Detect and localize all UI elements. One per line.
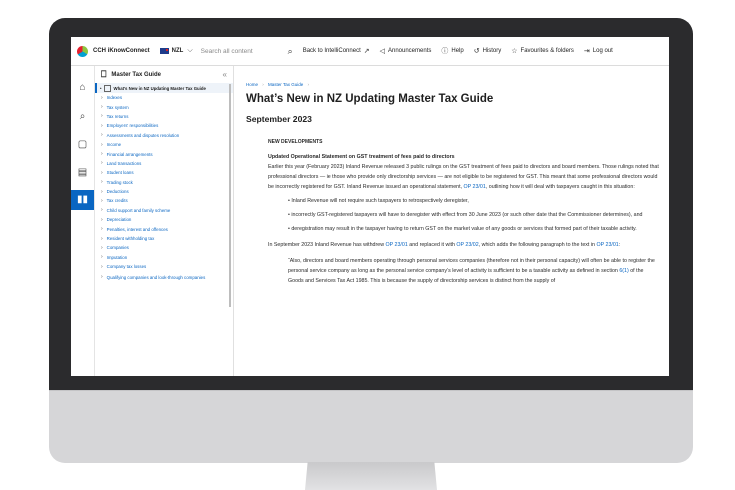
- chevron-right-icon[interactable]: ›: [101, 188, 103, 195]
- main-content: [234, 66, 669, 376]
- toc-item-label: Student loans: [106, 170, 134, 176]
- toc-item[interactable]: [95, 206, 233, 215]
- chevron-right-icon[interactable]: ›: [101, 235, 103, 242]
- text: Earlier this year (February 2023) Inland Revenue released 3 public rulings on the GST treatment of fees paid to directors and board members. Those rulings noted that professional directors — ie those who provide only directorship services — are not eligible to be registered for GST. This meant that some professional directors would be incorrectly registered for GST. Inland Revenue issued an operational statement,: [268, 164, 659, 190]
- favourites-link[interactable]: [511, 47, 574, 55]
- monitor-chin: [49, 390, 693, 463]
- brand-name[interactable]: CCH iKnowConnect: [93, 48, 150, 54]
- toc-item-label: Trading stock: [106, 179, 133, 185]
- chevron-right-icon[interactable]: ›: [101, 216, 103, 223]
- toc-item-label: Land transactions: [106, 160, 142, 166]
- top-bar: [71, 37, 669, 66]
- toc-item-label: Indexes: [106, 95, 123, 101]
- breadcrumb-home[interactable]: Home: [246, 82, 259, 87]
- chevron-right-icon[interactable]: ›: [101, 244, 103, 251]
- toc-item-label: Financial arrangements: [106, 151, 153, 157]
- toc-item-label: Companies: [106, 245, 129, 251]
- star-icon: ☆: [511, 48, 518, 55]
- chevron-right-icon[interactable]: ›: [101, 160, 103, 167]
- link-label: Help: [451, 48, 464, 54]
- article-body: [268, 137, 660, 286]
- megaphone-icon: ◁: [379, 48, 385, 55]
- toc-item-label: Assessments and disputes resolution: [106, 132, 180, 138]
- chevron-down-icon[interactable]: ⌵: [187, 47, 193, 54]
- text: :: [618, 242, 621, 248]
- toc-current-label: What's New in NZ Updating Master Tax Guide: [113, 85, 206, 91]
- chevron-right-icon[interactable]: ›: [101, 113, 103, 120]
- section-heading: NEW DEVELOPMENTS: [268, 139, 323, 145]
- chevron-right-icon[interactable]: ›: [101, 263, 103, 270]
- app-screen: [71, 37, 669, 376]
- toc-item[interactable]: [95, 215, 233, 224]
- chevron-right-icon[interactable]: ›: [101, 94, 103, 101]
- breadcrumb-separator: ›: [307, 82, 309, 87]
- toc-list: [95, 93, 233, 283]
- op-23-01-link[interactable]: OP 23/01: [596, 242, 619, 248]
- paragraph-1: [268, 162, 660, 192]
- toc-item[interactable]: [95, 224, 233, 233]
- home-icon[interactable]: ⌂: [79, 82, 86, 93]
- toc-item[interactable]: [95, 102, 233, 111]
- text: of the Goods and Services Tax Act 1985. This is because the supply of directorship services is distinct from the supply of: [288, 268, 644, 284]
- monitor-stand: [305, 462, 437, 490]
- bullet: •: [100, 85, 102, 91]
- chevron-right-icon[interactable]: ›: [101, 273, 103, 280]
- bullet-1: • Inland Revenue will not require such taxpayers to retrospectively deregister,: [288, 198, 469, 204]
- toc-item[interactable]: [95, 262, 233, 271]
- chevron-right-icon[interactable]: ›: [101, 141, 103, 148]
- toc-item[interactable]: [95, 93, 233, 102]
- left-rail: [71, 66, 95, 376]
- toc-item[interactable]: [95, 243, 233, 252]
- toc-item[interactable]: [95, 253, 233, 262]
- toc-item-label: Company tax losses: [106, 264, 147, 270]
- announcements-link[interactable]: [380, 47, 432, 55]
- breadcrumb-guide[interactable]: Master Tax Guide: [268, 82, 304, 87]
- toc-item-label: Penalties, interest and offences: [106, 226, 168, 232]
- country-selector[interactable]: NZL: [171, 48, 184, 54]
- toc-title: Master Tax Guide: [111, 71, 161, 78]
- breadcrumb: [246, 82, 312, 87]
- nz-flag-icon: [160, 48, 169, 54]
- toc-item-label: Child support and family scheme: [106, 207, 171, 213]
- text: , which adds the following paragraph to the text in: [478, 242, 597, 248]
- toc-header: [95, 66, 233, 83]
- toc-item[interactable]: [95, 159, 233, 168]
- toc-scrollbar[interactable]: [229, 84, 231, 307]
- bullet-3: • deregistration may result in the taxpayer having to return GST on the market value of any goods or services that formed part of their taxable activity.: [288, 226, 637, 232]
- breadcrumb-separator: ›: [262, 82, 264, 87]
- toc-item-label: Resident withholding tax: [106, 236, 155, 242]
- toc-item-label: Tax credits: [106, 198, 128, 204]
- chevron-right-icon[interactable]: ›: [101, 226, 103, 233]
- chevron-right-icon[interactable]: ›: [101, 132, 103, 139]
- toc-item[interactable]: [95, 131, 233, 140]
- history-link[interactable]: [474, 47, 502, 55]
- toc-item-label: Employers' responsibilities: [106, 123, 159, 129]
- toc-item[interactable]: [95, 271, 233, 283]
- toc-item-label: Deductions: [106, 189, 129, 195]
- chevron-right-icon[interactable]: ›: [101, 151, 103, 158]
- chevron-right-icon[interactable]: ›: [101, 104, 103, 111]
- chevron-right-icon[interactable]: ›: [101, 254, 103, 261]
- toc-item[interactable]: [95, 112, 233, 121]
- back-to-intelliconnect-link[interactable]: [303, 47, 370, 55]
- chevron-right-icon[interactable]: ›: [101, 207, 103, 214]
- text: “Also, directors and board members operating through personal services companies (therefore not in their personal capacity) will often be able to register the personal service company as long as the personal service company’s level of activity is sufficient to be a taxable activity as defined in section: [288, 258, 655, 274]
- link-label: Log out: [592, 48, 613, 54]
- op-23-01-link[interactable]: OP 23/01: [385, 242, 408, 248]
- book-icon: ⎕: [101, 69, 107, 79]
- section-6-1-link[interactable]: 6(1): [619, 268, 629, 274]
- help-link[interactable]: [441, 46, 463, 56]
- toc-item[interactable]: [95, 196, 233, 205]
- toc-item[interactable]: [95, 234, 233, 243]
- text: In September 2023 Inland Revenue has withdrew: [268, 242, 386, 248]
- text: , outlining how it will deal with taxpayers caught in this situation:: [485, 184, 635, 190]
- toc-item[interactable]: [95, 140, 233, 149]
- help-icon: ⓘ: [441, 48, 449, 55]
- search-icon[interactable]: ⌕: [79, 111, 86, 122]
- table-of-contents: [95, 66, 234, 376]
- search-input[interactable]: Search all content: [200, 47, 253, 55]
- link-label: History: [482, 48, 502, 54]
- collapse-icon[interactable]: «: [222, 70, 227, 79]
- history-icon: ↺: [473, 48, 480, 55]
- op-23-02-link[interactable]: OP 23/02: [456, 242, 479, 248]
- search-icon[interactable]: ⌕: [287, 45, 293, 56]
- toc-item[interactable]: [95, 187, 233, 196]
- article-heading: Updated Operational Statement on GST treatment of fees paid to directors: [268, 154, 455, 160]
- chevron-right-icon[interactable]: ›: [101, 169, 103, 176]
- book-icon[interactable]: ▮▮: [71, 190, 94, 210]
- toc-item-label: Imputation: [106, 254, 128, 260]
- link-label: Announcements: [388, 48, 432, 54]
- toc-item[interactable]: [95, 149, 233, 158]
- toc-item-label: Depreciation: [106, 217, 132, 223]
- toc-item[interactable]: [95, 121, 233, 130]
- link-label: Back to IntelliConnect: [302, 48, 361, 54]
- toc-current-item[interactable]: [95, 83, 233, 93]
- toc-item-label: Tax system: [106, 104, 129, 110]
- link-label: Favourites & folders: [520, 48, 574, 54]
- external-link-icon: ↗: [363, 48, 370, 55]
- news-icon[interactable]: ▤: [77, 167, 88, 178]
- briefcase-icon[interactable]: ▢: [77, 139, 88, 150]
- page-title: What’s New in NZ Updating Master Tax Guide: [246, 93, 494, 105]
- cch-logo-icon[interactable]: [77, 46, 88, 57]
- toc-item[interactable]: [95, 168, 233, 177]
- toc-item-label: Tax returns: [106, 113, 129, 119]
- toc-item-label: Qualifying companies and look-through companies: [106, 274, 206, 280]
- bullet-2: • incorrectly GST-registered taxpayers will have to deregister with effect from 30 June 2023 (or such other date that the Commissioner determines), and: [288, 212, 643, 218]
- toc-item[interactable]: [95, 178, 233, 187]
- quote-paragraph: [288, 256, 660, 286]
- page-subtitle: September 2023: [246, 114, 312, 124]
- logout-icon: ⇥: [583, 48, 590, 55]
- paragraph-2: [268, 240, 660, 250]
- text: and replaced it with: [407, 242, 457, 248]
- toc-item-label: Income: [106, 142, 122, 148]
- op-23-01-link[interactable]: OP 23/01: [463, 184, 486, 190]
- chevron-right-icon[interactable]: ›: [101, 197, 103, 204]
- logout-link[interactable]: [584, 47, 613, 55]
- chevron-right-icon[interactable]: ›: [101, 179, 103, 186]
- checkbox[interactable]: [104, 85, 111, 92]
- chevron-right-icon[interactable]: ›: [101, 122, 103, 129]
